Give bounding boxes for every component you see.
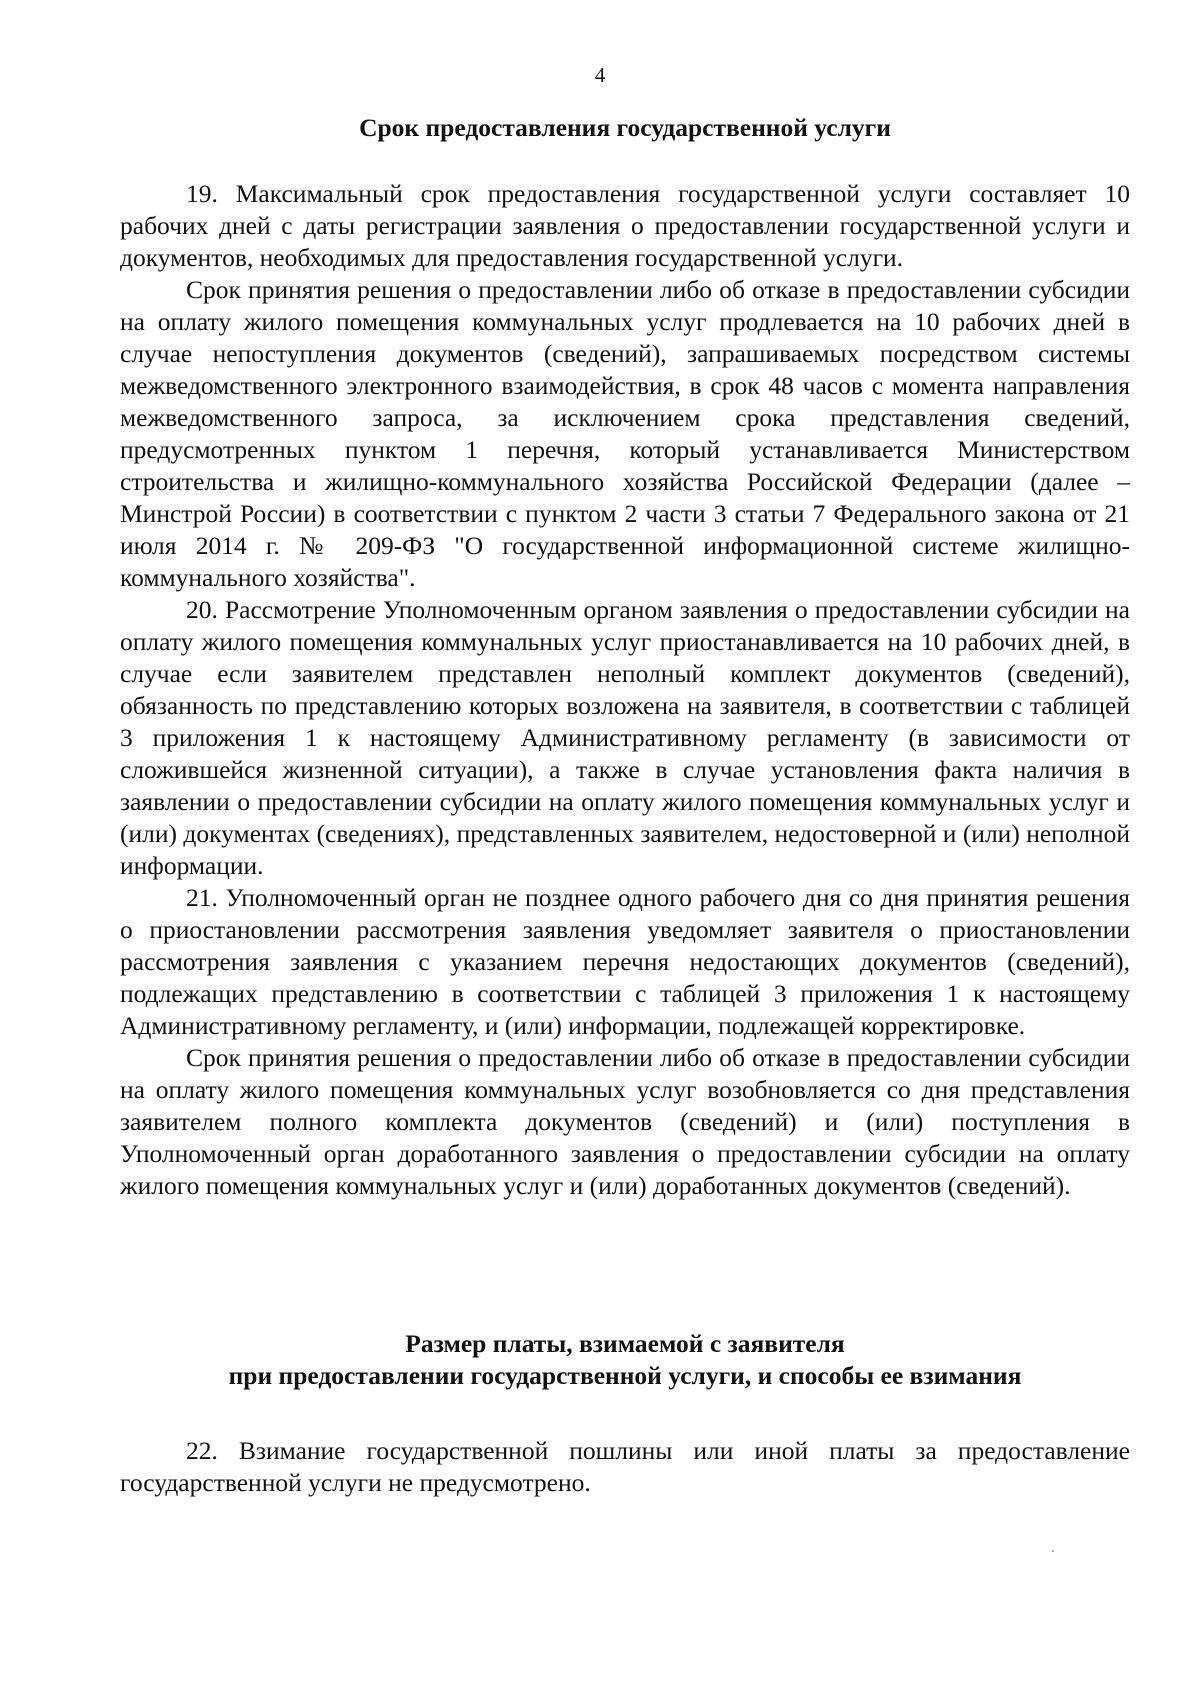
paragraph-21: 21. Уполномоченный орган не позднее одного рабочего дня со дня принятия решения о приостановлении рассмотрения заявления уведомляет заявителя о приостановлении рассмотрения заявления с указанием перечня недостающих документов (сведений), подлежащих представлению в соответствии с таблицей 3 приложения 1 к настоящему Административному регламенту, и (или) информации, подлежащей корректировке. — [120, 883, 1130, 1040]
section-title-fee-line-1: Размер платы, взимаемой с заявителя — [405, 1329, 845, 1358]
paragraph-21-resumption: Срок принятия решения о предоставлении либо об отказе в предоставлении субсидии на оплату жилого помещения коммунальных услуг возобновляется со дня представления заявителем полного комплекта документов (сведений) и (или) поступления в Уполномоченный орган доработанного заявления о предоставлении субсидии на оплату жилого помещения коммунальных услуг и (или) доработанных документов (сведений). — [120, 1043, 1130, 1200]
section-title-fee — [120, 1328, 1130, 1392]
paragraph-22: 22. Взимание государственной пошлины или иной платы за предоставление государственной услуги не предусмотрено. — [120, 1436, 1130, 1497]
section-body-fee — [120, 1435, 1130, 1499]
section-body-term — [120, 178, 1130, 1202]
paragraph-19: 19. Максимальный срок предоставления государственной услуги составляет 10 рабочих дней с даты регистрации заявления о предоставлении государственной услуги и документов, необходимых для предоставления государственной услуги. — [120, 179, 1130, 272]
scan-speck — [1052, 1550, 1054, 1552]
page-number: 4 — [594, 63, 606, 87]
section-title-fee-line-2: при предоставлении государственной услуги, и способы ее взимания — [228, 1361, 1022, 1390]
paragraph-19-extension: Срок принятия решения о предоставлении либо об отказе в предоставлении субсидии на оплату жилого помещения коммунальных услуг продлевается на 10 рабочих дней в случае непоступления документов (сведений), запрашиваемых посредством системы межведомственного электронного взаимодействия, в срок 48 часов с момента направления межведомственного запроса, за исключением срока представления сведений, предусмотренных пунктом 1 перечня, который устанавливается Министерством строительства и жилищно-коммунального хозяйства Российской Федерации (далее – Минстрой России) в соответствии с пунктом 2 части 3 статьи 7 Федерального закона от 21 июля 2014 г. № 209-ФЗ "О государственной информационной системе жилищно-коммунального хозяйства". — [120, 275, 1130, 592]
section-title-term: Срок предоставления государственной услуги — [359, 113, 891, 142]
paragraph-20: 20. Рассмотрение Уполномоченным органом заявления о предоставлении субсидии на оплату жилого помещения коммунальных услуг приостанавливается на 10 рабочих дней, в случае если заявителем представлен неполный комплект документов (сведений), обязанность по представлению которых возложена на заявителя, в соответствии с таблицей 3 приложения 1 к настоящему Административному регламенту (в зависимости от сложившейся жизненной ситуации), а также в случае установления факта наличия в заявлении о предоставлении субсидии на оплату жилого помещения коммунальных услуг и (или) документах (сведениях), представленных заявителем, недостоверной и (или) неполной информации. — [120, 595, 1130, 880]
